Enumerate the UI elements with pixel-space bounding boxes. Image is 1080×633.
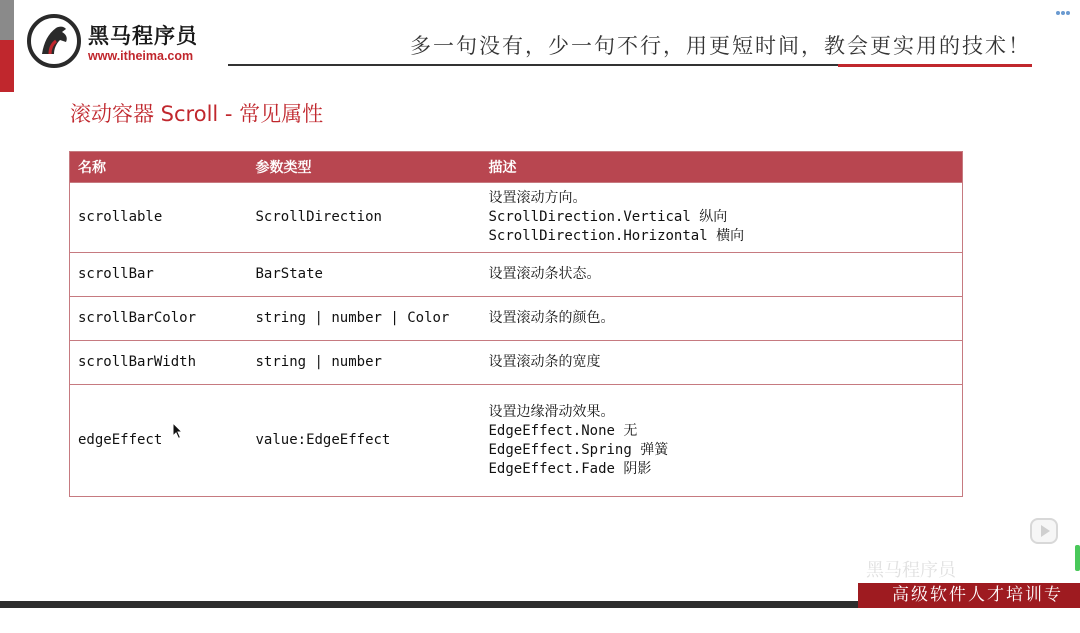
- cell-type: BarState: [248, 253, 481, 297]
- column-header-name: 名称: [70, 152, 248, 183]
- mouse-cursor-icon: [172, 422, 184, 440]
- cell-type: ScrollDirection: [248, 183, 481, 253]
- table-row: [70, 253, 963, 297]
- table-row: [70, 183, 963, 253]
- cell-desc: [481, 297, 963, 341]
- side-handle[interactable]: [1075, 545, 1080, 571]
- window-dots-icon: [1056, 2, 1072, 12]
- table-row: [70, 341, 963, 385]
- cell-desc: [481, 385, 963, 497]
- column-header-desc: 描述: [481, 152, 963, 183]
- cell-type: string | number | Color: [248, 297, 481, 341]
- cell-name: scrollBarColor: [70, 297, 248, 341]
- desc-line: 设置边缘滑动效果。: [488, 403, 615, 420]
- desc-line: 设置滚动方向。: [488, 190, 587, 206]
- desc-line: 设置滚动条状态。: [488, 266, 601, 282]
- page-title: 滚动容器 Scroll - 常见属性: [70, 102, 324, 126]
- play-icon[interactable]: [1030, 518, 1058, 544]
- watermark: 黑马程序员: [866, 560, 956, 581]
- table-header-row: [70, 152, 963, 183]
- table-row: [70, 297, 963, 341]
- logo: [26, 14, 226, 68]
- desc-line: EdgeEffect.None 无: [488, 422, 638, 439]
- cell-desc: [481, 253, 963, 297]
- desc-line: 设置滚动条的宽度: [488, 354, 601, 370]
- cell-desc: [481, 341, 963, 385]
- cell-name: scrollBar: [70, 253, 248, 297]
- logo-url: www.itheima.com: [88, 49, 194, 63]
- column-header-type: 参数类型: [248, 152, 481, 183]
- cell-name: edgeEffect: [70, 385, 248, 497]
- header-divider-accent: [838, 64, 1032, 67]
- cell-type: string | number: [248, 341, 481, 385]
- left-accent-bar-top: [0, 0, 14, 40]
- desc-line: 设置滚动条的颜色。: [488, 310, 615, 326]
- cell-type: value:EdgeEffect: [248, 385, 481, 497]
- horse-logo-icon: [26, 14, 82, 68]
- cell-name: scrollable: [70, 183, 248, 253]
- properties-table: [69, 151, 963, 497]
- cell-desc: [481, 183, 963, 253]
- footer-tagline: 高级软件人才培训专家: [858, 583, 1080, 608]
- slogan: 多一句没有，少一句不行，用更短时间，教会更实用的技术！: [410, 34, 1031, 58]
- desc-line: ScrollDirection.Horizontal 横向: [488, 228, 745, 244]
- table-row: [70, 385, 963, 497]
- desc-line: ScrollDirection.Vertical 纵向: [488, 209, 728, 225]
- cell-name: scrollBarWidth: [70, 341, 248, 385]
- logo-name: 黑马程序员: [88, 24, 198, 48]
- desc-line: EdgeEffect.Spring 弹簧: [488, 441, 669, 458]
- desc-line: EdgeEffect.Fade 阴影: [488, 460, 652, 477]
